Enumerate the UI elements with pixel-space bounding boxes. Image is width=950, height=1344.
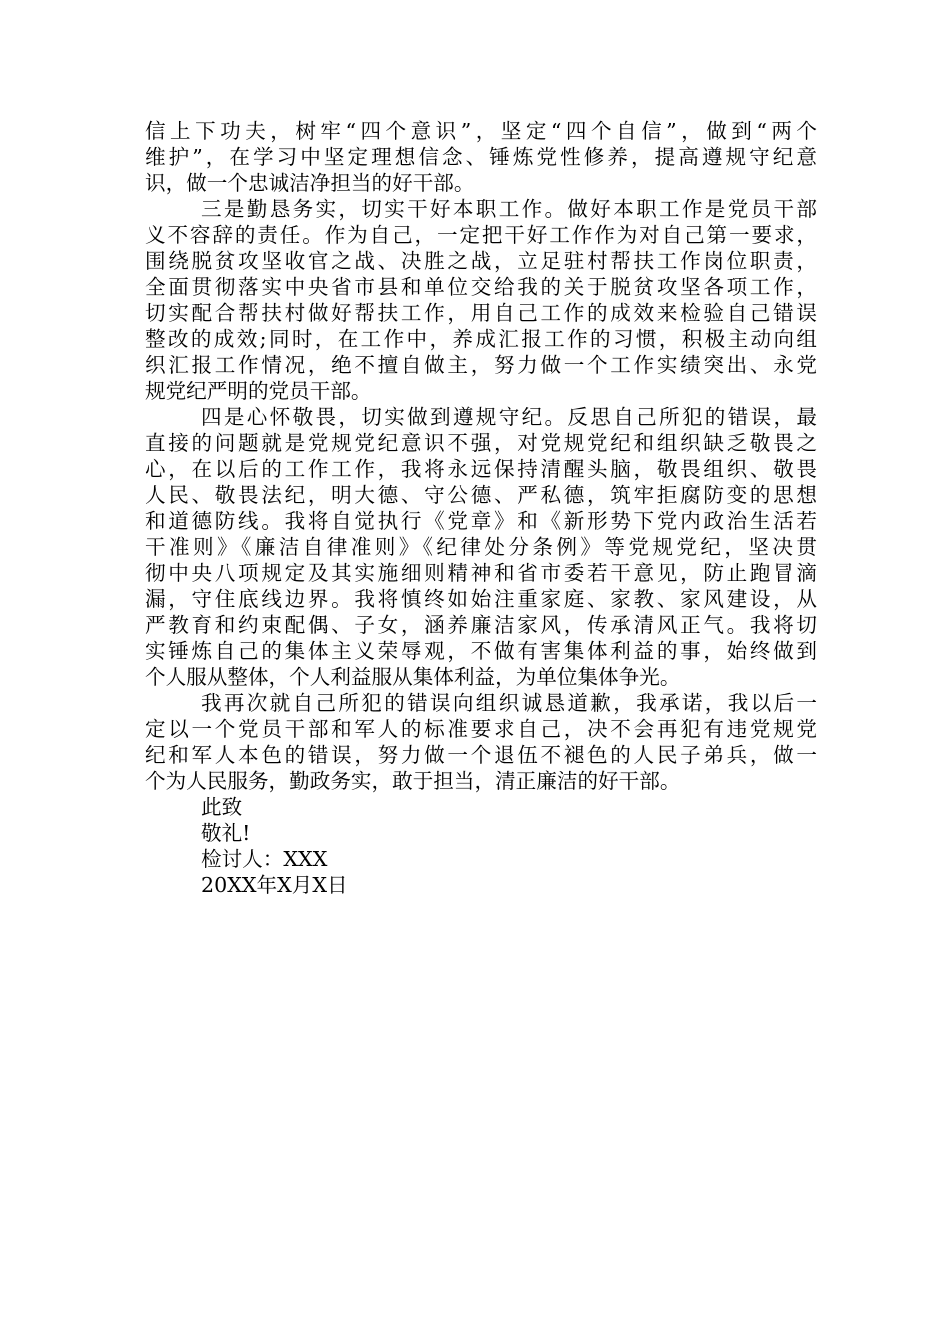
text-line: 定以一个党员干部和军人的标准要求自己，决不会再犯有违党规党 — [145, 717, 817, 741]
text-line: 彻中央八项规定及其实施细则精神和省市委若干意见，防止跑冒滴 — [145, 561, 817, 585]
signer-line: 检讨人：XXX — [201, 847, 328, 871]
text-line: 切实配合帮扶村做好帮扶工作，用自己工作的成效来检验自己错误 — [145, 301, 817, 325]
paragraph-continuation — [145, 118, 817, 196]
text-line: 识，做一个忠诚洁净担当的好干部。 — [145, 171, 475, 195]
text-line: 个为人民服务，勤政务实，敢于担当，清正廉洁的好干部。 — [145, 769, 681, 793]
text-line: 个人服从整体，个人利益服从集体利益，为单位集体争光。 — [145, 665, 681, 689]
text-line: 严教育和约束配偶、子女，涵养廉洁家风，传承清风正气。我将切 — [145, 613, 817, 637]
text-line: 直接的问题就是党规党纪意识不强，对党规党纪和组织缺乏敬畏之 — [145, 431, 817, 455]
text-line: 三是勤恳务实，切实干好本职工作。做好本职工作是党员干部 — [201, 197, 817, 221]
date-line: 20XX年X月X日 — [201, 873, 348, 897]
text-line: 人民、敬畏法纪，明大德、守公德、严私德，筑牢拒腐防变的思想 — [145, 483, 817, 507]
text-line: 规党纪严明的党员干部。 — [145, 379, 372, 403]
paragraph-apology — [145, 690, 817, 794]
closing-salutation: 此致 — [201, 795, 243, 819]
closing-regards: 敬礼! — [201, 821, 251, 845]
text-line: 维护”，在学习中坚定理想信念、锤炼党性修养，提高遵规守纪意 — [145, 145, 817, 169]
paragraph-three — [145, 196, 817, 404]
text-line: 全面贯彻落实中央省市县和单位交给我的关于脱贫攻坚各项工作， — [145, 275, 817, 299]
text-line: 和道德防线。我将自觉执行《党章》和《新形势下党内政治生活若 — [145, 509, 817, 533]
text-line: 纪和军人本色的错误，努力做一个退伍不褪色的人民子弟兵，做一 — [145, 743, 817, 767]
paragraph-four — [145, 404, 817, 690]
text-line: 我再次就自己所犯的错误向组织诚恳道歉，我承诺，我以后一 — [201, 691, 817, 715]
text-line: 围绕脱贫攻坚收官之战、决胜之战，立足驻村帮扶工作岗位职责， — [145, 249, 817, 273]
document-page — [145, 118, 817, 898]
text-line: 实锤炼自己的集体主义荣辱观，不做有害集体利益的事，始终做到 — [145, 639, 817, 663]
text-line: 整改的成效;同时，在工作中，养成汇报工作的习惯，积极主动向组 — [145, 327, 817, 351]
text-line: 四是心怀敬畏，切实做到遵规守纪。反思自己所犯的错误，最 — [201, 405, 817, 429]
text-line: 义不容辞的责任。作为自己，一定把干好工作作为对自己第一要求， — [145, 223, 817, 247]
text-line: 信上下功夫，树牢“四个意识”，坚定“四个自信”，做到“两个 — [145, 119, 817, 143]
text-line: 心，在以后的工作工作，我将永远保持清醒头脑，敬畏组织、敬畏 — [145, 457, 817, 481]
closing-block — [145, 794, 817, 898]
text-line: 织汇报工作情况，绝不擅自做主，努力做一个工作实绩突出、永党 — [145, 353, 817, 377]
text-line: 漏，守住底线边界。我将慎终如始注重家庭、家教、家风建设，从 — [145, 587, 817, 611]
text-line: 干准则》《廉洁自律准则》《纪律处分条例》等党规党纪，坚决贯 — [145, 535, 817, 559]
